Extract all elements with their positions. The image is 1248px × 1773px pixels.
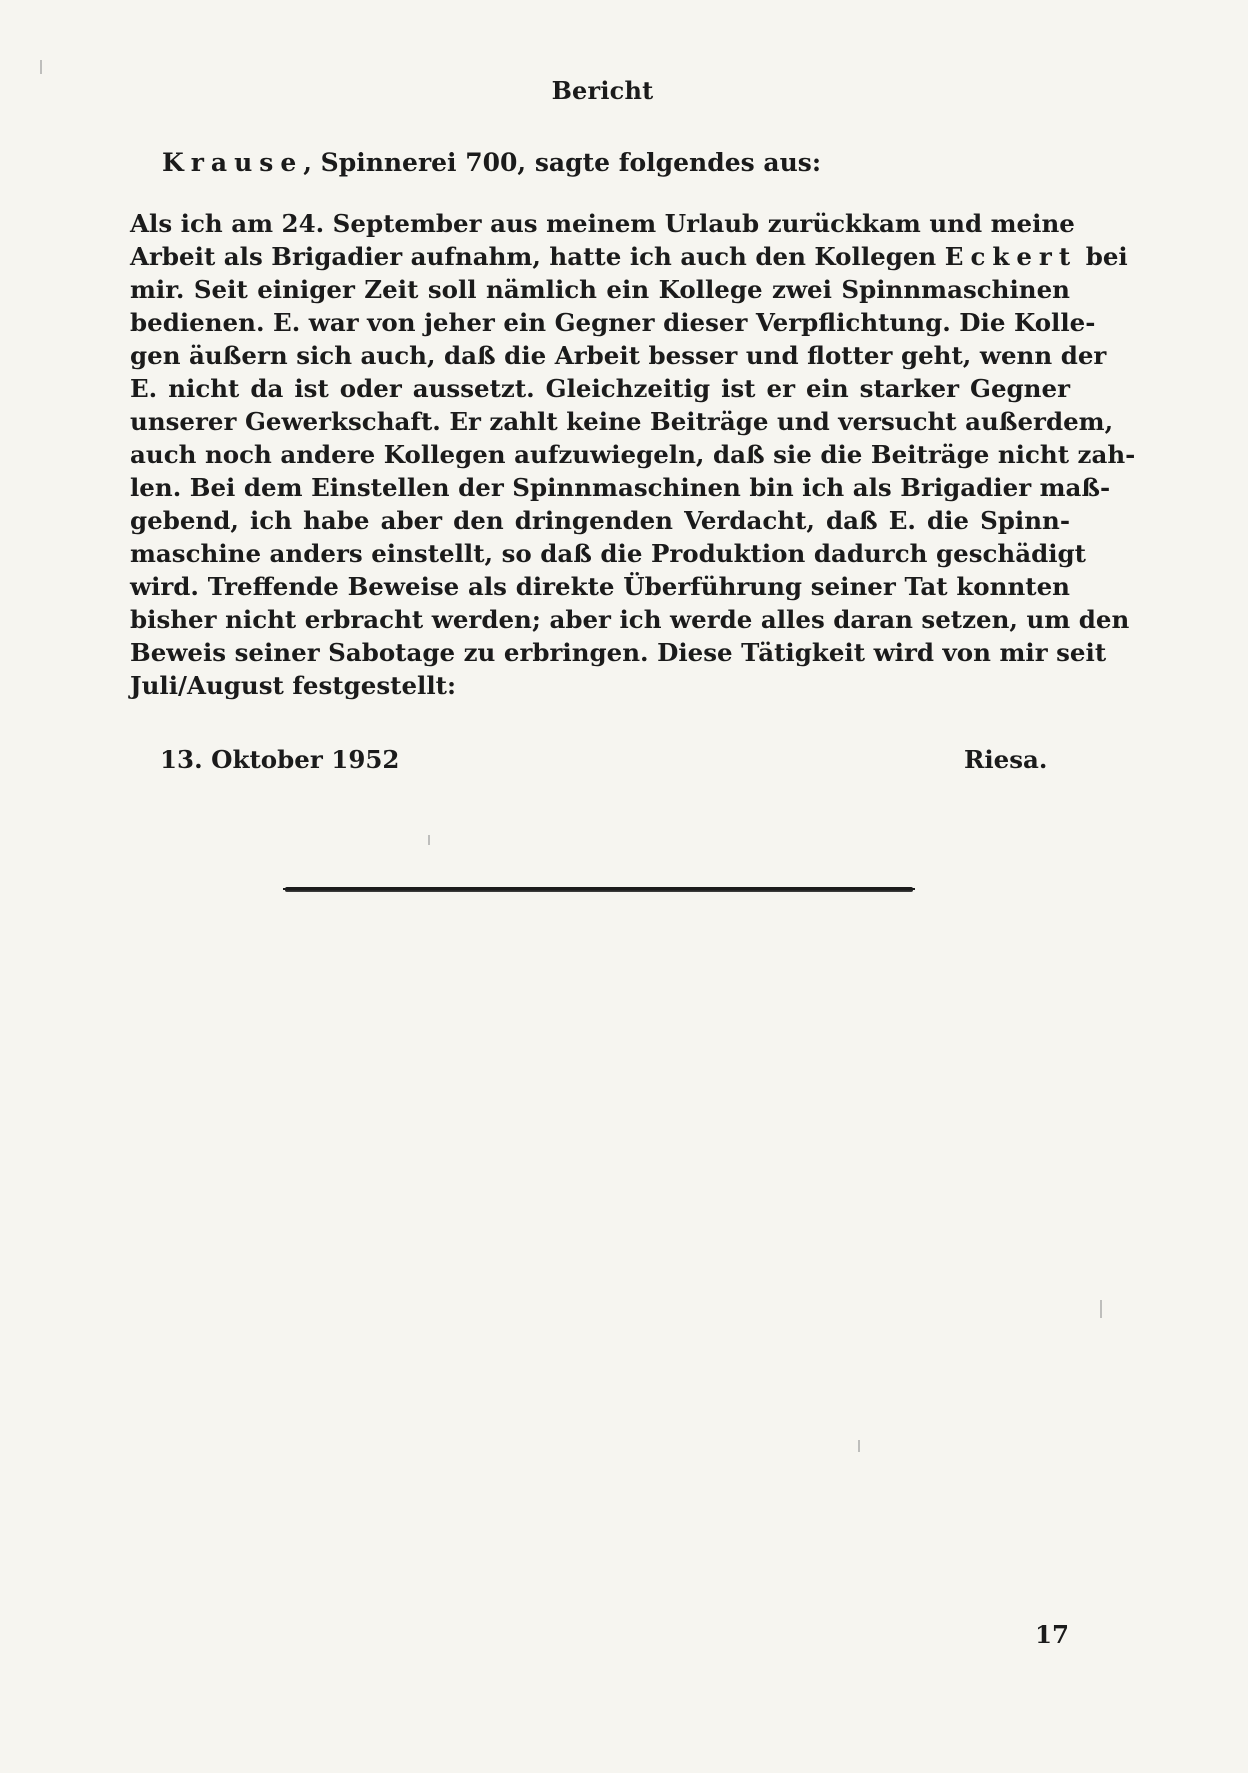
document-title: Bericht (551, 76, 654, 105)
report-place: Riesa. (964, 745, 1048, 774)
paper-speck (1100, 1300, 1102, 1318)
report-body (130, 207, 1136, 702)
body-line: auch noch andere Kollegen aufzuwiegeln, daß sie die Beiträge nicht zah- (130, 440, 1136, 469)
body-line-part: bei (1077, 242, 1128, 271)
body-line (130, 240, 1128, 273)
body-line: len. Bei dem Einstellen der Spinnmaschinen bin ich als Brigadier maß- (130, 473, 1111, 502)
body-line: bisher nicht erbracht werden; aber ich werde alles daran setzen, um den (130, 605, 1130, 634)
body-line: Juli/August festgestellt: (130, 671, 457, 700)
paper-speck (40, 60, 42, 74)
body-line: gen äußern sich auch, daß die Arbeit besser und flotter geht, wenn der (130, 341, 1107, 370)
paper-speck (428, 835, 430, 845)
body-line: E. nicht da ist oder aussetzt. Gleichzeitig ist er ein starker Gegner (130, 374, 1070, 403)
colleague-name: Eckert (944, 242, 1078, 271)
intro-line (162, 148, 821, 177)
body-line: gebend, ich habe aber den dringenden Verdacht, daß E. die Spinn- (130, 506, 1070, 535)
report-date: 13. Oktober 1952 (160, 745, 400, 774)
paper-speck (858, 1440, 860, 1452)
body-line-part: Arbeit als Brigadier aufnahm, hatte ich auch den Kollegen (130, 242, 945, 271)
body-line: wird. Treffende Beweise als direkte Überführung seiner Tat konnten (130, 572, 1070, 601)
intro-text: , Spinnerei 700, sagte folgendes aus: (303, 148, 822, 177)
body-line: maschine anders einstellt, so daß die Produktion dadurch geschädigt (130, 539, 1086, 568)
body-line: mir. Seit einiger Zeit soll nämlich ein Kollege zwei Spinnmaschinen (130, 275, 1070, 304)
body-line: Beweis seiner Sabotage zu erbringen. Diese Tätigkeit wird von mir seit (130, 638, 1107, 667)
body-line: Als ich am 24. September aus meinem Urlaub zurückkam und meine (130, 209, 1075, 238)
page-number: 17 (1035, 1620, 1070, 1649)
section-divider (285, 887, 913, 892)
body-line: unserer Gewerkschaft. Er zahlt keine Beiträge und versucht außerdem, (130, 407, 1114, 436)
body-line: bedienen. E. war von jeher ein Gegner dieser Verpflichtung. Die Kolle- (130, 308, 1096, 337)
witness-name: Krause (162, 148, 304, 177)
